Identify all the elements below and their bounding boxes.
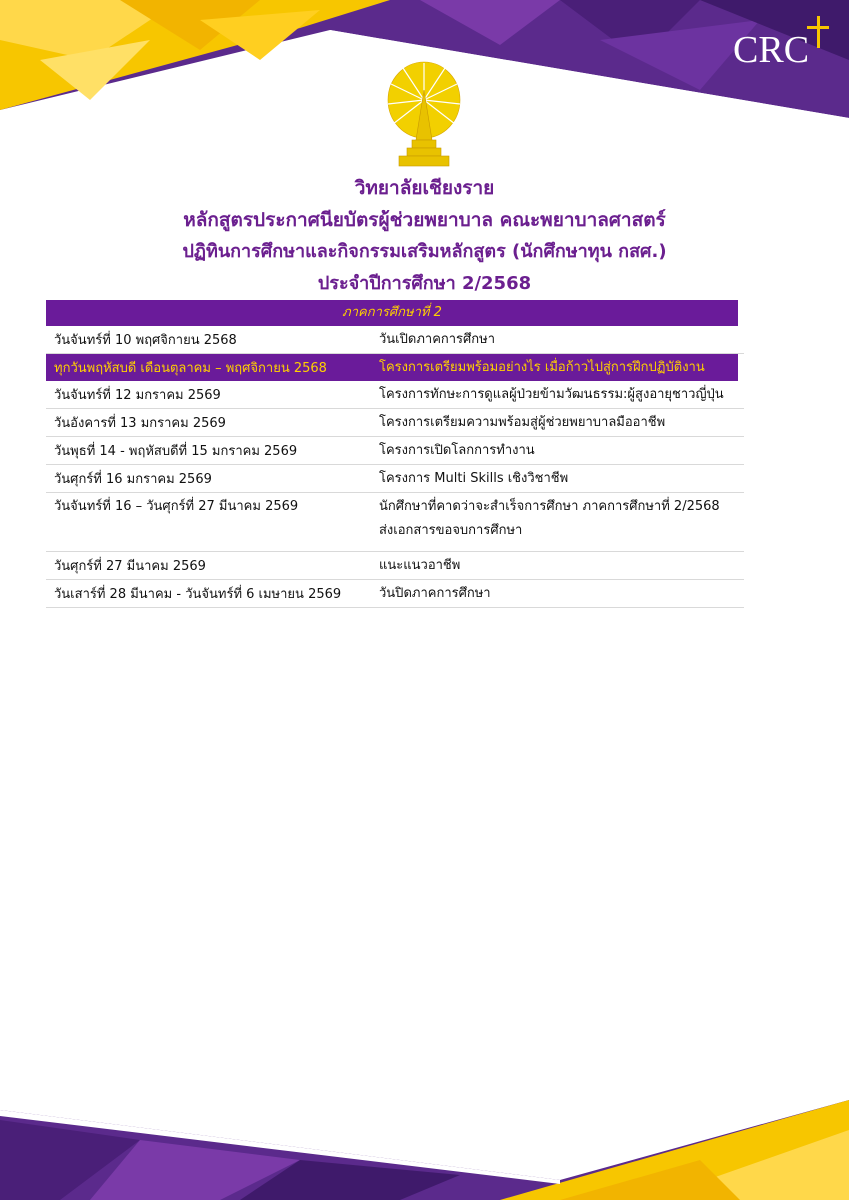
calendar-title: ปฏิทินการศึกษาและกิจกรรมเสริมหลักสูตร (นักศึกษาทุน กสศ.) [182, 241, 667, 262]
row-activity: โครงการเตรียมความพร้อมสู่ผู้ช่วยพยาบาลมืออาชีพ [379, 414, 666, 430]
row-date: วันศุกร์ที่ 27 มีนาคม 2569 [54, 559, 206, 574]
row-activity: โครงการ Multi Skills เชิงวิชาชีพ [379, 470, 569, 486]
table-row [46, 493, 744, 552]
row-date: วันจันทร์ที่ 10 พฤศจิกายน 2568 [54, 333, 237, 348]
row-date: วันจันทร์ที่ 16 – วันศุกร์ที่ 27 มีนาคม 2569 [54, 499, 299, 514]
crc-logo-text: CRC [733, 29, 810, 71]
academic-calendar-table [46, 300, 744, 608]
table-row [46, 552, 744, 580]
row-date: วันพุธที่ 14 - พฤหัสบดีที่ 15 มกราคม 2569 [54, 444, 298, 459]
table-row [46, 381, 744, 409]
row-date: วันเสาร์ที่ 28 มีนาคม - วันจันทร์ที่ 6 เมษายน 2569 [54, 587, 342, 602]
university-emblem [383, 60, 465, 170]
row-date: ทุกวันพฤหัสบดี เดือนตุลาคม – พฤศจิกายน 2568 [54, 361, 327, 376]
academic-year: ประจำปีการศึกษา 2/2568 [317, 273, 532, 294]
table-row-highlighted [46, 354, 738, 381]
semester-header: ภาคการศึกษาที่ 2 [46, 300, 738, 326]
table-row [46, 465, 744, 493]
row-activity: โครงการทักษะการดูแลผู้ป่วยข้ามวัฒนธรรม:ผู้สูงอายุชาวญี่ปุ่น [379, 386, 724, 402]
row-date: วันจันทร์ที่ 12 มกราคม 2569 [54, 388, 221, 403]
row-activity: วันปิดภาคการศึกษา [379, 585, 491, 601]
row-activity: วันเปิดภาคการศึกษา [379, 331, 496, 347]
document-title-block [0, 172, 849, 300]
row-date: วันอังคารที่ 13 มกราคม 2569 [54, 416, 226, 431]
row-activity-line1: นักศึกษาที่คาดว่าจะสำเร็จการศึกษา ภาคการศึกษาที่ 2/2568 [379, 499, 720, 514]
row-activity: โครงการเปิดโลกการทำงาน [379, 442, 535, 458]
table-row [46, 326, 744, 354]
row-activity: โครงการเตรียมพร้อมอย่างไร เมื่อก้าวไปสู่การฝึกปฏิบัติงาน [379, 359, 705, 375]
row-activity-line2: ส่งเอกสารขอจบการศึกษา [379, 523, 523, 538]
college-name: วิทยาลัยเชียงราย [354, 177, 495, 199]
row-date: วันศุกร์ที่ 16 มกราคม 2569 [54, 472, 212, 487]
row-activity [379, 495, 744, 543]
program-name: หลักสูตรประกาศนียบัตรผู้ช่วยพยาบาล คณะพยาบาลศาสตร์ [183, 209, 666, 231]
bottom-decorative-banner [0, 1090, 849, 1200]
table-row [46, 409, 744, 437]
table-row [46, 437, 744, 465]
table-row [46, 580, 744, 608]
row-activity: แนะแนวอาชีพ [379, 557, 461, 573]
crc-logo [731, 14, 831, 74]
